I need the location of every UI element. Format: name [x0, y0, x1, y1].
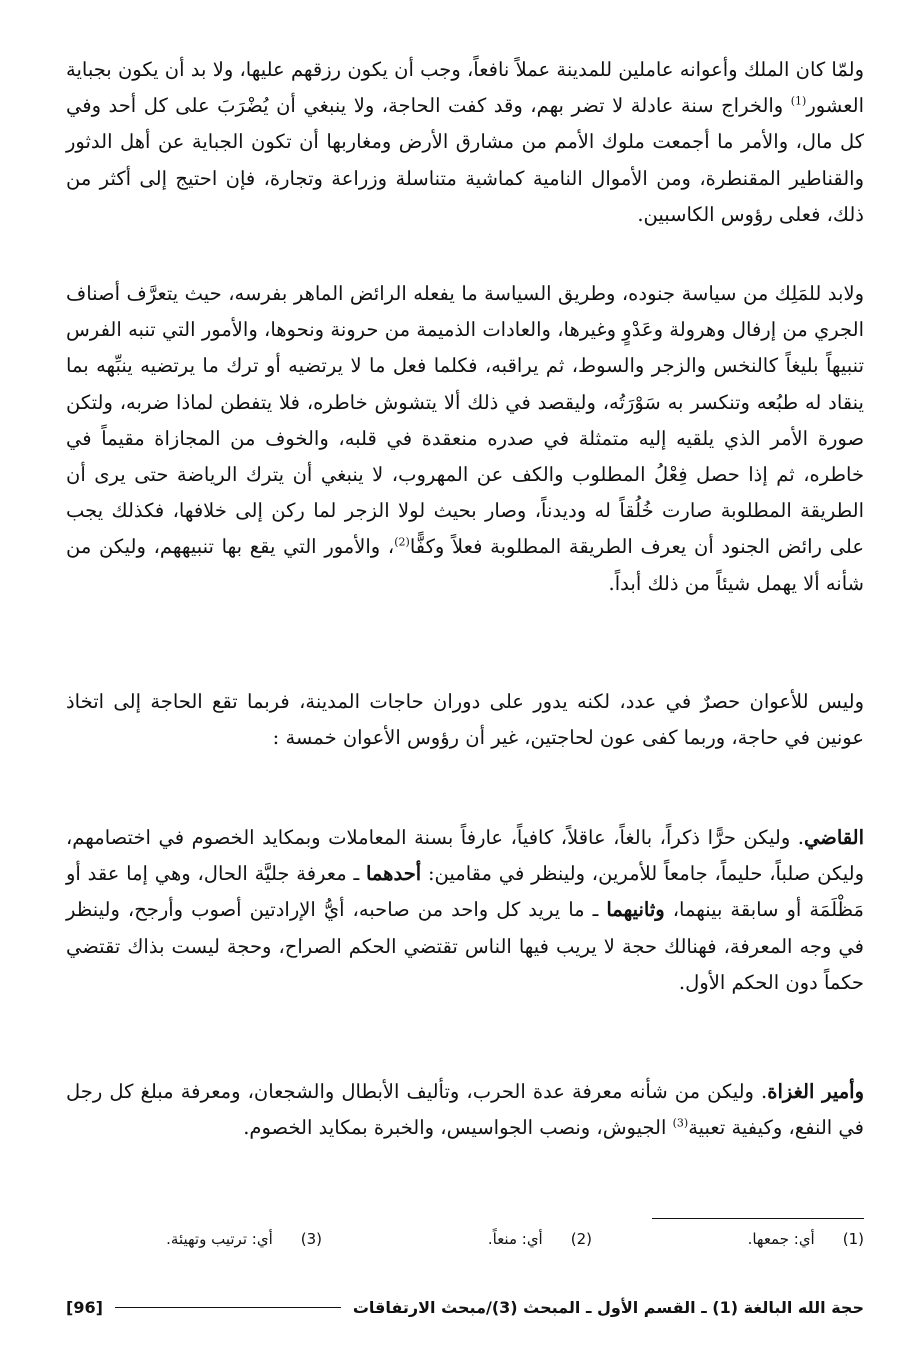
book-page [66, 52, 864, 1332]
paragraph-text: الجيوش، ونصب الجواسيس، والخبرة بمكايد الخصوم. [243, 1116, 673, 1140]
footnote-text: أي: ترتيب وتهيئة. [166, 1230, 273, 1248]
paragraph-text: ولمّا كان الملك وأعوانه عاملين للمدينة عملاً نافعاً، وجب أن يكون رزقهم عليها، ولا بد أن يكون بجباية العشور [66, 58, 864, 118]
footnote-marker-2[interactable]: (2) [394, 535, 410, 549]
footnote-number: (3) [300, 1230, 322, 1248]
footnotes [66, 1230, 864, 1260]
paragraph-taxation [66, 52, 864, 233]
paragraph-commander [66, 1074, 864, 1146]
paragraph-judge [66, 820, 864, 1001]
page-footer [66, 1292, 864, 1322]
paragraph-soldiers [66, 276, 864, 602]
footnote-text: أي: جمعها. [747, 1230, 815, 1248]
section-heading-commander: وأمير الغزاة [767, 1080, 865, 1103]
footnote-marker-3[interactable]: (3) [672, 1116, 689, 1130]
paragraph-text: . وليكن حرًّا ذكراً، بالغاً، عاقلاً، كافياً، عارفاً بسنة المعاملات وبمكايد الخصوم في اختصامهم، وليكن صلباً، حليماً، جامعاً للأمرين، ولينظر في مقامين: [66, 826, 864, 886]
paragraph-text: ولابد للمَلِك من سياسة جنوده، وطريق السياسة ما يفعله الرائض الماهر بفرسه، حيث يتعرَّف أصناف الجري من إرفال وهرولة وعَدْوٍ وغيرها، والعادات الذميمة من حرونة ونحوها، والأمور التي تنبه الفرس تنبيهاً بليغاً كالنخس والزجر والسوط، ثم يراقبه، فكلما فعل ما لا يرتضيه أو ترك ما يرتضيه ينبِّهه بما ينقاد له طبُعه وتنكسر به سَوْرَتُه، وليقصد في ذلك ألا يتشوش خاطره، فلا يتفطن لماذا ضربه، ولتكن صورة الأمر الذي يلقيه إليه متمثلة في صدره منعقدة في قلبه، والخوف من المجازاة مقيماً في خاطره، ثم إذا حصل فِعْلُ المطلوب والكف عن المهروب، لا ينبغي أن يترك الرياضة حتى يرى أن الطريقة المطلوبة صارت خُلُقاً له وديدناً، وصار بحيث لولا الزجر لما ركن إلى خلافها، فكذلك يجب على رائض الجنود أن يعرف الطريقة المطلوبة فعلاً وكفًّا [66, 282, 864, 559]
paragraph-text: والخراج سنة عادلة لا تضر بهم، وقد كفت الحاجة، ولا ينبغي أن يُضْرَبَ على كل أحد وفي كل مال، والأمر ما أجمعت ملوك الأمم من مشارق الأرض ومغاربها أن تكون الجباية عن أهل الدثور والقناطير المقنطرة، ومن الأموال النامية كماشية متناسلة وزراعة وتجارة، فإن احتيج إلى أكثر من ذلك، فعلى رؤوس الكاسبين. [66, 94, 864, 226]
footnote-number: (1) [842, 1230, 864, 1248]
footnote-1 [748, 1230, 864, 1248]
paragraph-text: ـ معرفة جليَّة الحال، وهي إما عقد أو مَظْلَمَة أو سابقة بينهما، [66, 862, 864, 922]
footnote-number: (2) [570, 1230, 592, 1248]
term-first: أحدهما [365, 862, 422, 886]
footer-rule [115, 1307, 341, 1308]
paragraph-text: ـ ما يريد كل واحد من صاحبه، أيُّ الإرادتين أصوب وأرجح، ولينظر في وجه المعرفة، فهنالك حجة لا يريب فيها الناس تقتضي الحكم الصراح، وحجة ليست بذاك تقتضي حكماً دون الحكم الأول. [66, 898, 864, 994]
footnote-text: أي: منعاً. [487, 1230, 543, 1248]
paragraph-text: . وليكن من شأنه معرفة عدة الحرب، وتأليف الأبطال والشجعان، ومعرفة مبلغ كل رجل في النفع، وكيفية تعبية [66, 1080, 864, 1140]
section-heading-judge: القاضي [804, 826, 864, 849]
footnote-divider [652, 1218, 864, 1219]
footnote-2 [488, 1230, 592, 1248]
footnote-marker-1[interactable]: (1) [790, 94, 807, 108]
page-number: [96] [66, 1297, 103, 1317]
footnote-3 [166, 1230, 322, 1248]
paragraph-text: ، والأمور التي يقع بها تنبيههم، وليكن من شأنه ألا يهمل شيئاً من ذلك أبداً. [66, 535, 864, 595]
running-title: حجة الله البالغة (1) ـ القسم الأول ـ المبحث (3)/مبحث الارتفاقات [352, 1297, 864, 1317]
paragraph-assistants: وليس للأعوان حصرٌ في عدد، لكنه يدور على دوران حاجات المدينة، فربما تقع الحاجة إلى اتخاذ عونين في حاجة، وربما كفى عون لحاجتين، غير أن رؤوس الأعوان خمسة : [66, 690, 864, 750]
term-second: وثانيهما [606, 898, 665, 922]
